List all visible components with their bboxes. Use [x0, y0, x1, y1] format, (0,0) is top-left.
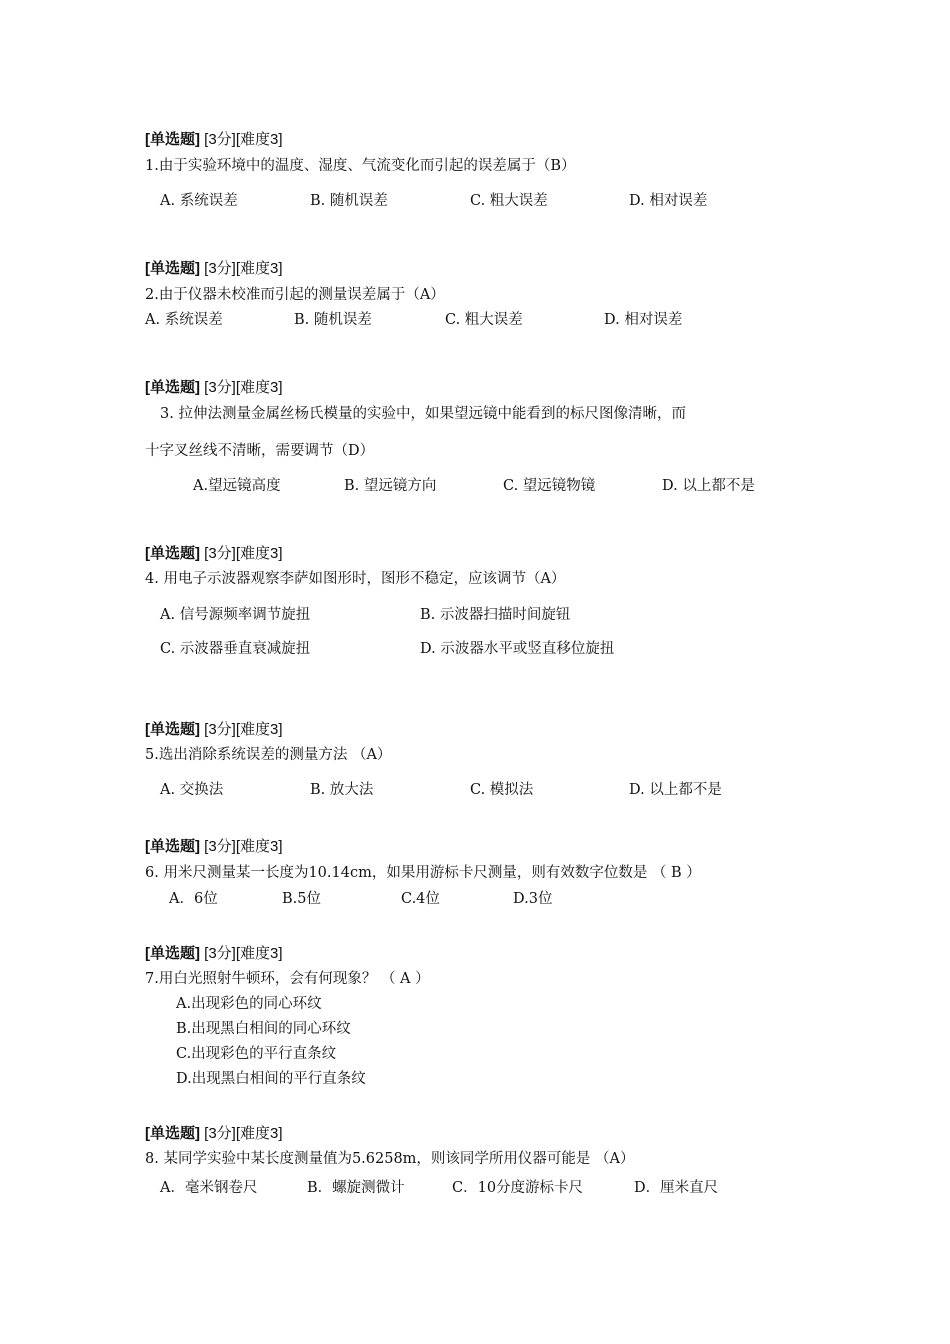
question-4-header — [145, 542, 283, 563]
question-6-stem: 6. 用米尺测量某一长度为10.14cm，如果用游标卡尺测量，则有效数字位数是 （ B ） — [145, 865, 701, 881]
question-7-header — [145, 942, 283, 963]
question-6-header — [145, 835, 283, 856]
question-5-option-c: C. 模拟法 — [470, 782, 534, 798]
question-8-option-c: C．10分度游标卡尺 — [452, 1180, 584, 1196]
question-6-option-c: C.4位 — [401, 891, 440, 907]
question-meta: [3分][难度3] — [200, 945, 283, 962]
question-type-label: [单选题] — [145, 260, 200, 277]
question-8-option-d: D．厘米直尺 — [634, 1180, 719, 1196]
question-1-option-d: D. 相对误差 — [629, 193, 708, 209]
question-meta: [3分][难度3] — [200, 1125, 283, 1142]
question-3-stem-line-2: 十字叉丝线不清晰，需要调节（D） — [145, 443, 375, 459]
question-5-option-b: B. 放大法 — [310, 782, 374, 798]
question-8-stem: 8. 某同学实验中某长度测量值为5.6258m，则该同学所用仪器可能是 （A） — [145, 1151, 635, 1167]
question-7-option-c: C.出现彩色的平行直条纹 — [176, 1046, 337, 1062]
question-7-option-d: D.出现黑白相间的平行直条纹 — [176, 1071, 366, 1087]
question-type-label: [单选题] — [145, 721, 200, 738]
question-2-header — [145, 257, 283, 278]
question-meta: [3分][难度3] — [200, 838, 283, 855]
question-2-option-b: B. 随机误差 — [294, 312, 372, 328]
question-type-label: [单选题] — [145, 379, 200, 396]
question-type-label: [单选题] — [145, 545, 200, 562]
question-3-option-a: A.望远镜高度 — [193, 478, 281, 494]
question-type-label: [单选题] — [145, 945, 200, 962]
question-6-option-a: A．6位 — [169, 891, 218, 907]
question-1-stem: 1.由于实验环境中的温度、湿度、气流变化而引起的误差属于（B） — [145, 158, 576, 174]
question-8-option-b: B．螺旋测微计 — [307, 1180, 405, 1196]
question-5-option-a: A. 交换法 — [160, 782, 224, 798]
question-meta: [3分][难度3] — [200, 260, 283, 277]
question-type-label: [单选题] — [145, 131, 200, 148]
question-2-option-c: C. 粗大误差 — [445, 312, 523, 328]
question-7-stem: 7.用白光照射牛顿环，会有何现象？ （ A ） — [145, 971, 430, 987]
question-4-option-b: B. 示波器扫描时间旋钮 — [420, 607, 571, 623]
question-7-option-a: A.出现彩色的同心环纹 — [176, 996, 322, 1012]
question-8-header — [145, 1122, 283, 1143]
question-type-label: [单选题] — [145, 838, 200, 855]
question-type-label: [单选题] — [145, 1125, 200, 1142]
question-1-option-b: B. 随机误差 — [310, 193, 388, 209]
question-meta: [3分][难度3] — [200, 131, 283, 148]
question-2-stem: 2.由于仪器未校准而引起的测量误差属于（A） — [145, 287, 445, 303]
question-5-header — [145, 718, 283, 739]
question-3-option-d: D. 以上都不是 — [662, 478, 755, 494]
question-1-option-a: A. 系统误差 — [160, 193, 238, 209]
question-2-option-d: D. 相对误差 — [604, 312, 683, 328]
question-meta: [3分][难度3] — [200, 721, 283, 738]
question-4-stem: 4. 用电子示波器观察李萨如图形时，图形不稳定，应该调节（A） — [145, 571, 566, 587]
question-4-option-d: D. 示波器水平或竖直移位旋扭 — [420, 641, 615, 657]
question-6-option-b: B.5位 — [282, 891, 321, 907]
question-7-option-b: B.出现黑白相间的同心环纹 — [176, 1021, 351, 1037]
question-4-option-c: C. 示波器垂直衰减旋扭 — [160, 641, 311, 657]
question-5-option-d: D. 以上都不是 — [629, 782, 722, 798]
question-2-option-a: A. 系统误差 — [145, 312, 223, 328]
question-meta: [3分][难度3] — [200, 545, 283, 562]
question-3-stem-line-1: 3. 拉伸法测量金属丝杨氏模量的实验中，如果望远镜中能看到的标尺图像清晰，而 — [160, 406, 686, 422]
question-8-option-a: A．毫米钢卷尺 — [160, 1180, 258, 1196]
question-3-option-c: C. 望远镜物镜 — [503, 478, 596, 494]
question-3-option-b: B. 望远镜方向 — [344, 478, 437, 494]
question-meta: [3分][难度3] — [200, 379, 283, 396]
question-5-stem: 5.选出消除系统误差的测量方法 （A） — [145, 747, 392, 763]
question-3-header — [145, 376, 283, 397]
question-4-option-a: A. 信号源频率调节旋扭 — [160, 607, 311, 623]
question-6-option-d: D.3位 — [513, 891, 553, 907]
question-1-option-c: C. 粗大误差 — [470, 193, 548, 209]
question-1-header — [145, 128, 283, 149]
